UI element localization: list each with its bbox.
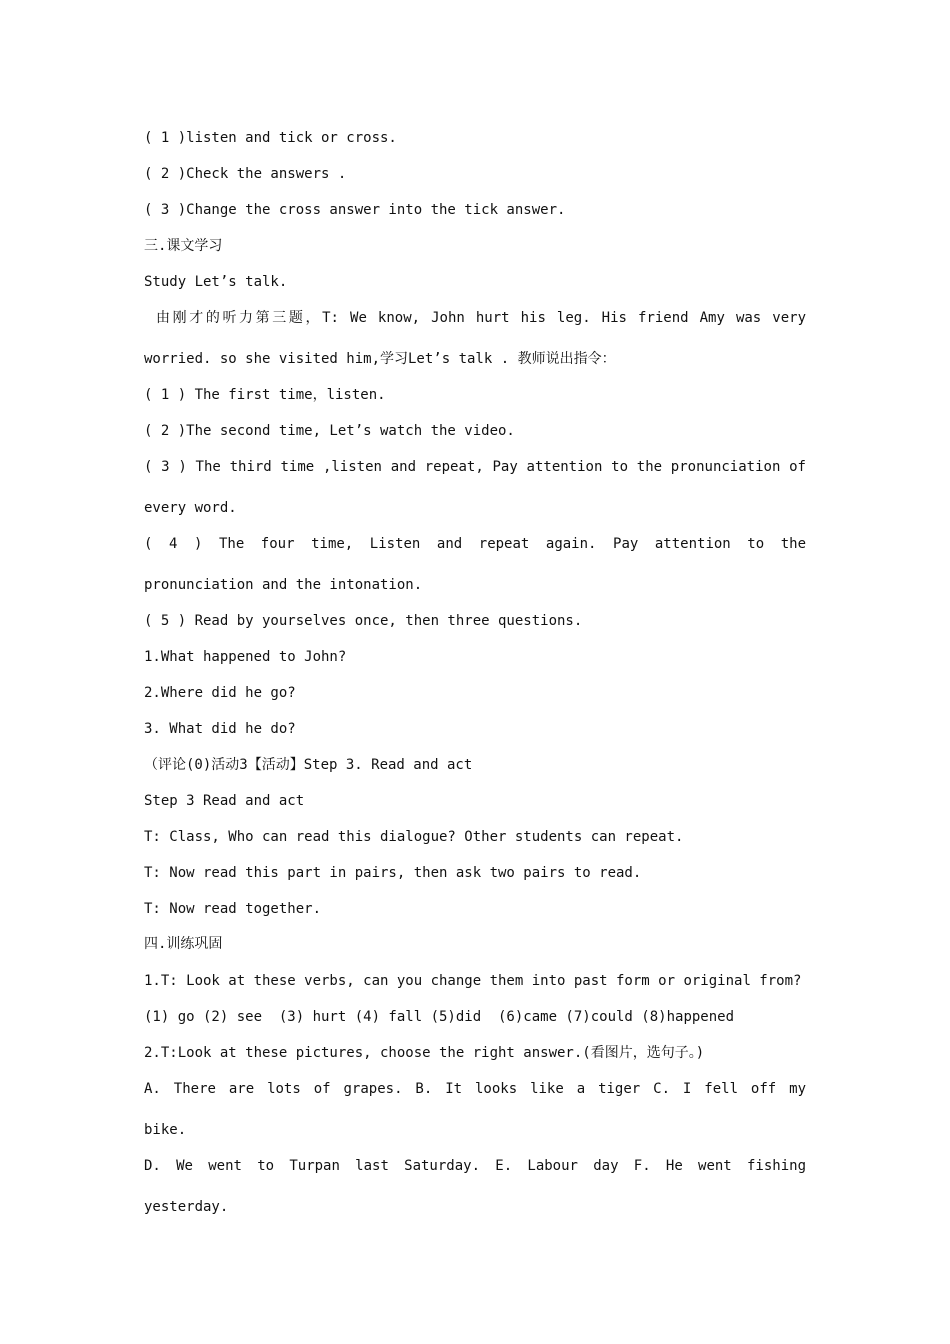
instruction-3-line-1: ( 3 ) The third time ,listen and repeat, Pay attention to the pronunciation of xyxy=(144,459,806,475)
exercise-1: 1.T: Look at these verbs, can you change them into past form or original from? xyxy=(144,973,802,989)
step-item-2: ( 2 )Check the answers . xyxy=(144,166,347,182)
verb-list: (1) go (2) see (3) hurt (4) fall (5)did (6)came (7)could (8)happened xyxy=(144,1009,735,1025)
intro-paragraph-line-1: 由刚才的听力第三题，T: We know, John hurt his leg. His friend Amy was very xyxy=(156,310,806,326)
step-item-1: ( 1 )listen and tick or cross. xyxy=(144,130,397,146)
activity-heading: （评论(0)活动3【活动】Step 3. Read and act xyxy=(144,757,473,773)
instruction-3-line-2: every word. xyxy=(144,500,237,516)
answer-options-line-4: yesterday. xyxy=(144,1199,229,1215)
instruction-2: ( 2 )The second time, Let’s watch the video. xyxy=(144,423,515,439)
instruction-4-line-1: ( 4 ) The four time, Listen and repeat again. Pay attention to the xyxy=(144,536,806,552)
question-1: 1.What happened to John? xyxy=(144,649,347,665)
answer-options-line-2: bike. xyxy=(144,1122,187,1138)
intro-paragraph-line-2: worried. so she visited him,学习Let’s talk . 教师说出指令： xyxy=(144,351,616,367)
section-heading-3: 三.课文学习 xyxy=(144,238,223,254)
question-3: 3. What did he do? xyxy=(144,721,296,737)
instruction-5: ( 5 ) Read by yourselves once, then three questions. xyxy=(144,613,583,629)
exercise-2: 2.T:Look at these pictures, choose the right answer.(看图片，选句子。) xyxy=(144,1045,705,1061)
step-3-title: Step 3 Read and act xyxy=(144,793,305,809)
instruction-4-line-2: pronunciation and the intonation. xyxy=(144,577,423,593)
step-item-3: ( 3 )Change the cross answer into the tick answer. xyxy=(144,202,566,218)
teacher-line-3: T: Now read together. xyxy=(144,901,322,917)
instruction-1: ( 1 ) The first time，listen. xyxy=(144,387,386,403)
answer-options-line-3: D. We went to Turpan last Saturday. E. Labour day F. He went fishing xyxy=(144,1158,806,1174)
teacher-line-2: T: Now read this part in pairs, then ask two pairs to read. xyxy=(144,865,642,881)
answer-options-line-1: A. There are lots of grapes. B. It looks like a tiger C. I fell off my xyxy=(144,1081,806,1097)
section-heading-4: 四.训练巩固 xyxy=(144,936,223,952)
study-line: Study Let’s talk. xyxy=(144,274,288,290)
question-2: 2.Where did he go? xyxy=(144,685,296,701)
teacher-line-1: T: Class, Who can read this dialogue? Other students can repeat. xyxy=(144,829,684,845)
